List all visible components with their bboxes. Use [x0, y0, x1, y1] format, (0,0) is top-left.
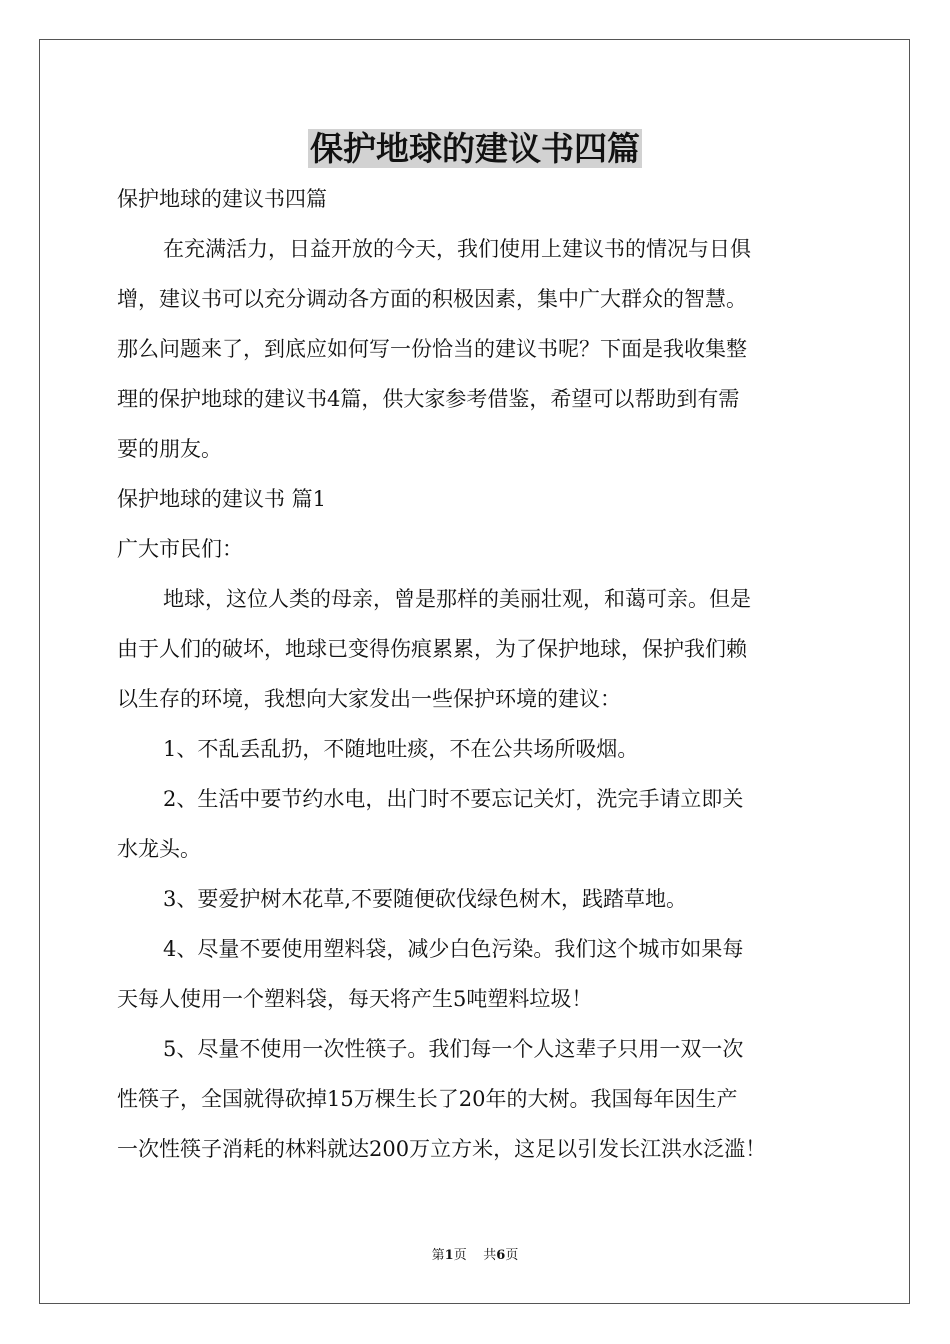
document-title-text: 保护地球的建议书四篇 [310, 129, 640, 168]
document-title [0, 128, 950, 170]
intro-line: 在充满活力，日益开放的今天，我们使用上建议书的情况与日俱 [163, 237, 751, 261]
list-item-3: 3、要爱护树木花草,不要随便砍伐绿色树木，践踏草地。 [163, 887, 688, 911]
page-current: 1 [444, 1248, 454, 1263]
body-line: 地球，这位人类的母亲，曾是那样的美丽壮观，和蔼可亲。但是 [163, 587, 751, 611]
total-prefix: 共 [483, 1248, 497, 1263]
page-footer [0, 1247, 950, 1265]
page-prefix: 第 [431, 1248, 445, 1263]
salutation: 广大市民们： [117, 537, 243, 561]
subtitle: 保护地球的建议书四篇 [117, 187, 327, 211]
intro-line: 增，建议书可以充分调动各方面的积极因素，集中广大群众的智慧。 [117, 287, 747, 311]
body-line: 由于人们的破坏，地球已变得伤痕累累，为了保护地球，保护我们赖 [117, 637, 747, 661]
list-item-4: 4、尽量不要使用塑料袋，减少白色污染。我们这个城市如果每 [163, 937, 744, 961]
list-item-5: 5、尽量不使用一次性筷子。我们每一个人这辈子只用一双一次 [163, 1037, 744, 1061]
page-border [39, 39, 910, 1304]
intro-line: 那么问题来了，到底应如何写一份恰当的建议书呢？下面是我收集整 [117, 337, 747, 361]
list-item-1: 1、不乱丢乱扔，不随地吐痰，不在公共场所吸烟。 [163, 737, 639, 761]
body-line: 以生存的环境，我想向大家发出一些保护环境的建议： [117, 687, 621, 711]
intro-line: 理的保护地球的建议书4篇，供大家参考借鉴，希望可以帮助到有需 [117, 387, 740, 411]
page-total: 6 [496, 1248, 506, 1263]
list-item-2-cont: 水龙头。 [117, 837, 201, 861]
section-heading: 保护地球的建议书 篇1 [117, 487, 327, 511]
list-item-5-cont: 一次性筷子消耗的林料就达200万立方米，这足以引发长江洪水泛滥！ [117, 1137, 767, 1161]
total-suffix: 页 [505, 1248, 519, 1263]
list-item-2: 2、生活中要节约水电，出门时不要忘记关灯，洗完手请立即关 [163, 787, 744, 811]
list-item-4-cont: 天每人使用一个塑料袋，每天将产生5吨塑料垃圾！ [117, 987, 593, 1011]
page-suffix: 页 [453, 1248, 467, 1263]
intro-line: 要的朋友。 [117, 437, 222, 461]
list-item-5-cont: 性筷子，全国就得砍掉15万棵生长了20年的大树。我国每年因生产 [117, 1087, 738, 1111]
